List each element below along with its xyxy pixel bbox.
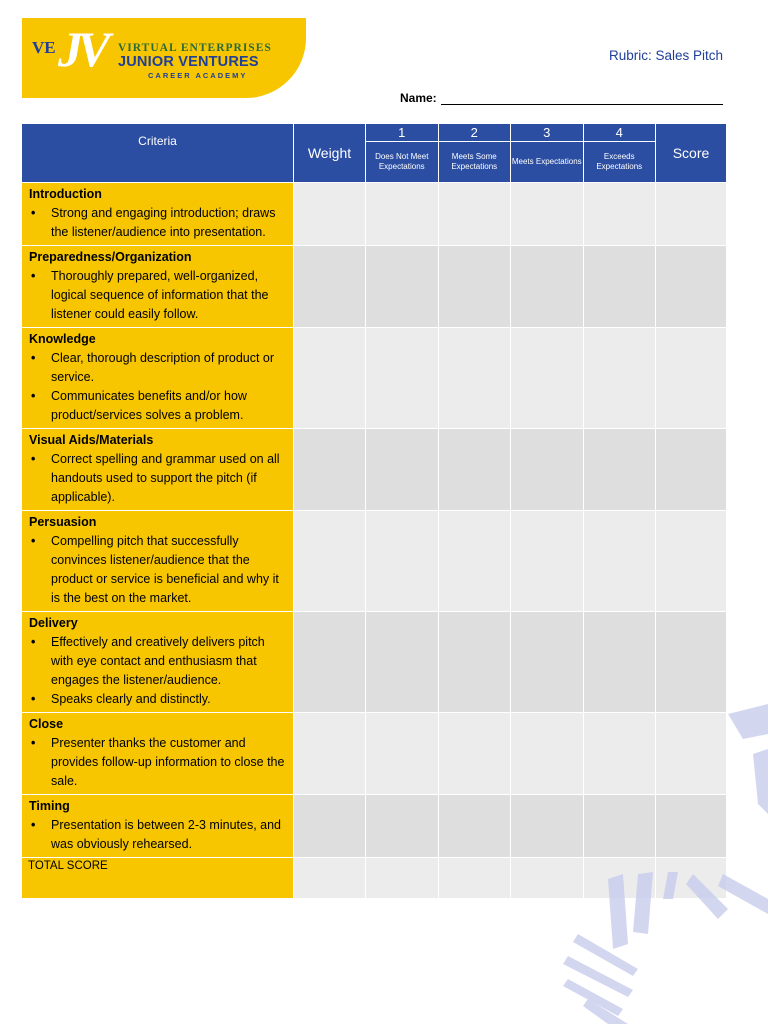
level-4-cell[interactable] [583,246,656,328]
level-1-cell[interactable] [366,612,439,713]
score-cell[interactable] [656,429,727,511]
level-4-cell[interactable] [583,795,656,858]
total-level-3-cell[interactable] [511,858,584,899]
criteria-item: • Speaks clearly and distinctly. [51,690,287,709]
criteria-items [29,450,287,507]
total-level-1-cell[interactable] [366,858,439,899]
name-label: Name: [400,91,437,105]
level-1-cell[interactable] [366,246,439,328]
header-level-4-label: Exceeds Expectations [583,142,656,183]
criteria-item: • Thoroughly prepared, well-organized, logical sequence of information that the listener could easily follow. [51,267,287,324]
level-1-cell[interactable] [366,183,439,246]
level-2-cell[interactable] [438,511,511,612]
logo-jv-text: JV [58,21,105,77]
weight-cell[interactable] [294,795,366,858]
criteria-name: Close [29,717,64,731]
level-4-cell[interactable] [583,713,656,795]
header-level-1-label: Does Not Meet Expectations [366,142,439,183]
level-3-cell[interactable] [511,713,584,795]
name-row [400,91,723,105]
score-cell[interactable] [656,612,727,713]
header-criteria: Criteria [22,124,294,183]
header-level-2-num: 2 [438,124,511,142]
rubric-row [22,429,727,511]
criteria-item: • Effectively and creatively delivers pitch with eye contact and enthusiasm that engages the listener/audience. [51,633,287,690]
level-3-cell[interactable] [511,246,584,328]
criteria-item: • Clear, thorough description of product or service. [51,349,287,387]
header-weight: Weight [294,124,366,183]
weight-cell[interactable] [294,429,366,511]
logo-line-virtual-enterprises: VIRTUAL ENTERPRISES [118,42,272,54]
criteria-item: • Communicates benefits and/or how product/services solves a problem. [51,387,287,425]
level-3-cell[interactable] [511,612,584,713]
total-score-cell[interactable] [656,858,727,899]
criteria-items [29,204,287,242]
level-4-cell[interactable] [583,429,656,511]
logo-banner [22,18,306,98]
weight-cell[interactable] [294,328,366,429]
criteria-name: Knowledge [29,332,96,346]
score-cell[interactable] [656,246,727,328]
level-2-cell[interactable] [438,713,511,795]
level-2-cell[interactable] [438,183,511,246]
level-1-cell[interactable] [366,328,439,429]
criteria-item: • Compelling pitch that successfully convinces listener/audience that the product or service is beneficial and why it is the best on the market. [51,532,287,608]
criteria-cell [22,246,294,328]
criteria-items [29,734,287,791]
criteria-items [29,816,287,854]
rubric-row [22,246,727,328]
score-cell[interactable] [656,713,727,795]
score-cell[interactable] [656,328,727,429]
rubric-row [22,795,727,858]
total-score-label: TOTAL SCORE [22,858,294,899]
level-4-cell[interactable] [583,511,656,612]
level-3-cell[interactable] [511,795,584,858]
criteria-cell [22,183,294,246]
total-level-2-cell[interactable] [438,858,511,899]
criteria-items [29,532,287,608]
header-level-1-num: 1 [366,124,439,142]
level-3-cell[interactable] [511,511,584,612]
header-level-4-num: 4 [583,124,656,142]
criteria-name: Timing [29,799,70,813]
weight-cell[interactable] [294,612,366,713]
criteria-items [29,267,287,324]
total-weight-cell[interactable] [294,858,366,899]
level-2-cell[interactable] [438,612,511,713]
criteria-cell [22,328,294,429]
logo-ve-text: VE [32,38,56,57]
header-level-3-label: Meets Expectations [511,142,584,183]
level-1-cell[interactable] [366,713,439,795]
level-2-cell[interactable] [438,246,511,328]
header-level-3-num: 3 [511,124,584,142]
criteria-name: Introduction [29,187,102,201]
rubric-row [22,328,727,429]
criteria-name: Delivery [29,616,78,630]
total-row [22,858,727,899]
criteria-items [29,633,287,709]
score-cell[interactable] [656,795,727,858]
level-1-cell[interactable] [366,795,439,858]
score-cell[interactable] [656,183,727,246]
level-3-cell[interactable] [511,328,584,429]
criteria-name: Persuasion [29,515,97,529]
name-input-line[interactable] [441,92,723,105]
level-3-cell[interactable] [511,183,584,246]
rubric-title: Rubric: Sales Pitch [608,48,723,63]
criteria-items [29,349,287,425]
total-level-4-cell[interactable] [583,858,656,899]
logo-line-career-academy: CAREER ACADEMY [148,71,248,80]
level-4-cell[interactable] [583,328,656,429]
score-cell[interactable] [656,511,727,612]
level-2-cell[interactable] [438,429,511,511]
level-1-cell[interactable] [366,429,439,511]
criteria-item: • Presenter thanks the customer and provides follow-up information to close the sale. [51,734,287,791]
criteria-name: Visual Aids/Materials [29,433,154,447]
criteria-item: • Presentation is between 2-3 minutes, and was obviously rehearsed. [51,816,287,854]
rubric-row [22,713,727,795]
header-level-2-label: Meets Some Expectations [438,142,511,183]
rubric-table [21,123,727,899]
criteria-cell [22,429,294,511]
criteria-cell [22,713,294,795]
rubric-row [22,511,727,612]
weight-cell[interactable] [294,511,366,612]
header-score: Score [656,124,727,183]
criteria-cell [22,612,294,713]
rubric-row [22,612,727,713]
weight-cell[interactable] [294,246,366,328]
level-3-cell[interactable] [511,429,584,511]
criteria-cell [22,511,294,612]
criteria-item: • Strong and engaging introduction; draws the listener/audience into presentation. [51,204,287,242]
rubric-row [22,183,727,246]
criteria-item: • Correct spelling and grammar used on all handouts used to support the pitch (if applicable). [51,450,287,507]
level-2-cell[interactable] [438,328,511,429]
level-1-cell[interactable] [366,511,439,612]
criteria-cell [22,795,294,858]
level-4-cell[interactable] [583,183,656,246]
logo-line-junior-ventures: JUNIOR VENTURES [118,54,259,70]
criteria-name: Preparedness/Organization [29,250,192,264]
level-2-cell[interactable] [438,795,511,858]
level-4-cell[interactable] [583,612,656,713]
weight-cell[interactable] [294,183,366,246]
weight-cell[interactable] [294,713,366,795]
